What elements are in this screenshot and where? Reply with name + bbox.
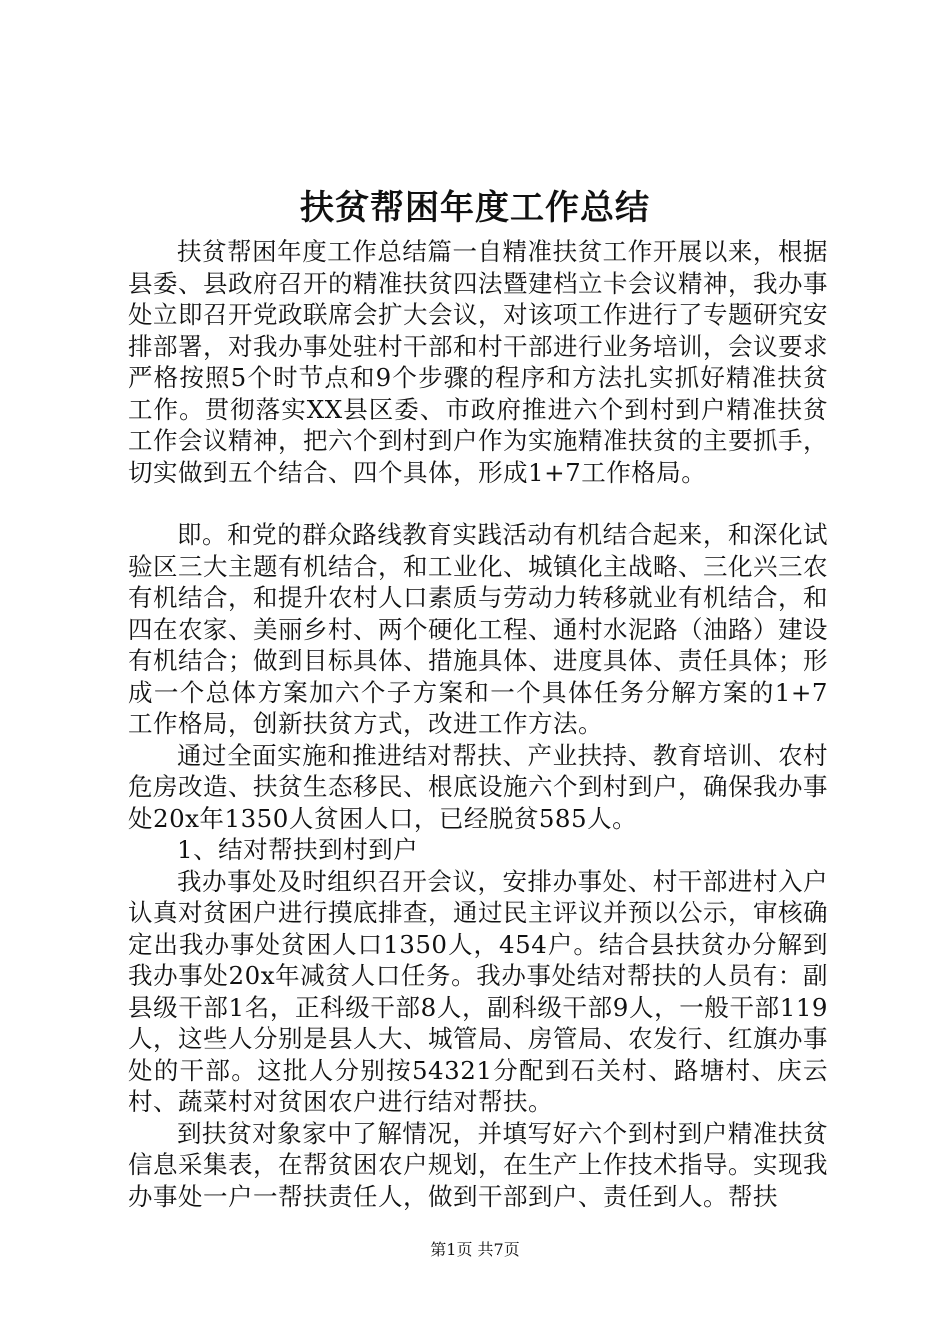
paragraph-4: 我办事处及时组织召开会议，安排办事处、村干部进村入户认真对贫困户进行摸底排查，通过民主评议并预以公示，审核确定出我办事处贫困人口1350人，454户。结合县扶贫办分解到我办事处20x年减贫人口任务。我办事处结对帮扶的人员有：副县级干部1名，正科级干部8人，副科级干部9人，一般干部119人，这些人分别是县人大、城管局、房管局、农发行、红旗办事处的干部。这批人分别按54321分配到石关村、路塘村、庆云村、蔬菜村对贫困农户进行结对帮扶。	[128, 866, 828, 1116]
paragraph-2: 即。和党的群众路线教育实践活动有机结合起来，和深化试验区三大主题有机结合，和工业化、城镇化主战略、三化兴三农有机结合，和提升农村人口素质与劳动力转移就业有机结合，和四在农家、美丽乡村、两个硬化工程、通村水泥路（油路）建设有机结合；做到目标具体、措施具体、进度具体、责任具体；形成一个总体方案加六个子方案和一个具体任务分解方案的1+7工作格局，创新扶贫方式，改进工作方法。	[128, 520, 828, 738]
page-title: 扶贫帮困年度工作总结	[300, 188, 650, 228]
paragraph-3: 通过全面实施和推进结对帮扶、产业扶持、教育培训、农村危房改造、扶贫生态移民、根底设施六个到村到户，确保我办事处20x年1350人贫困人口，已经脱贫585人。	[128, 740, 828, 833]
paragraph-5: 到扶贫对象家中了解情况，并填写好六个到村到户精准扶贫信息采集表，在帮贫困农户规划，在生产上作技术指导。实现我办事处一户一帮扶责任人，做到干部到户、责任到人。帮扶	[128, 1118, 828, 1211]
paragraph-1: 扶贫帮困年度工作总结篇一自精准扶贫工作开展以来，根据县委、县政府召开的精准扶贫四法暨建档立卡会议精神，我办事处立即召开党政联席会扩大会议，对该项工作进行了专题研究安排部署，对我办事处驻村干部和村干部进行业务培训，会议要求严格按照5个时节点和9个步骤的程序和方法扎实抓好精准扶贫工作。贯彻落实XX县区委、市政府推进六个到村到户精准扶贫工作会议精神，把六个到村到户作为实施精准扶贫的主要抓手，切实做到五个结合、四个具体，形成1+7工作格局。	[128, 237, 828, 487]
section-heading: 1、结对帮扶到村到户	[177, 835, 419, 864]
document-body	[128, 236, 828, 1212]
page-footer: 第1页 共7页	[430, 1240, 520, 1259]
